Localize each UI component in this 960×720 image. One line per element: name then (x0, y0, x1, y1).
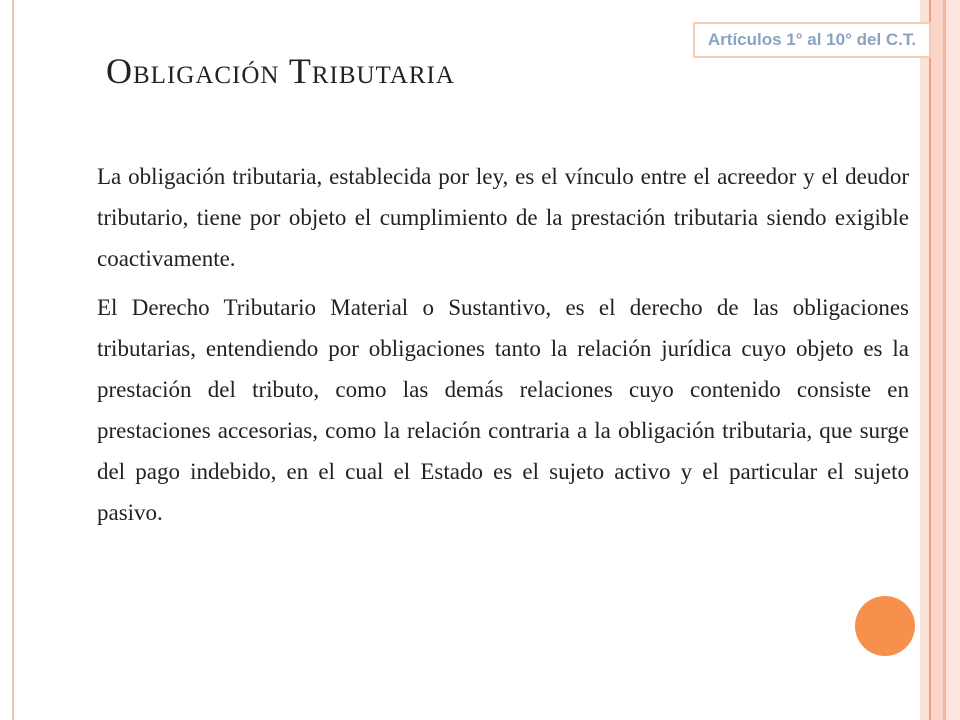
paragraph-definition: La obligación tributaria, establecida por ley, es el vínculo entre el acreedor y el deudor tributario, tiene por objeto el cumplimiento de la prestación tributaria siendo exigible coactivamente. (97, 164, 909, 271)
right-decorative-stripe (920, 0, 929, 720)
left-border-line (12, 0, 14, 720)
paragraph-material-law: El Derecho Tributario Material o Sustantivo, es el derecho de las obligaciones tributarias, entendiendo por obligaciones tanto la relación jurídica cuyo objeto es la prestación del tributo, como las demás relaciones cuyo contenido consiste en prestaciones accesorias, como la relación contraria a la obligación tributaria, que surge del pago indebido, en el cual el Estado es el sujeto activo y el particular el sujeto pasivo. (97, 295, 909, 525)
slide-body (97, 156, 909, 533)
right-decorative-stripe (946, 0, 960, 720)
reference-label: Artículos 1° al 10° del C.T. (693, 22, 931, 58)
right-decorative-stripe (931, 0, 943, 720)
decorative-orange-circle (855, 596, 915, 656)
slide-title: Obligación Tributaria (106, 51, 455, 91)
